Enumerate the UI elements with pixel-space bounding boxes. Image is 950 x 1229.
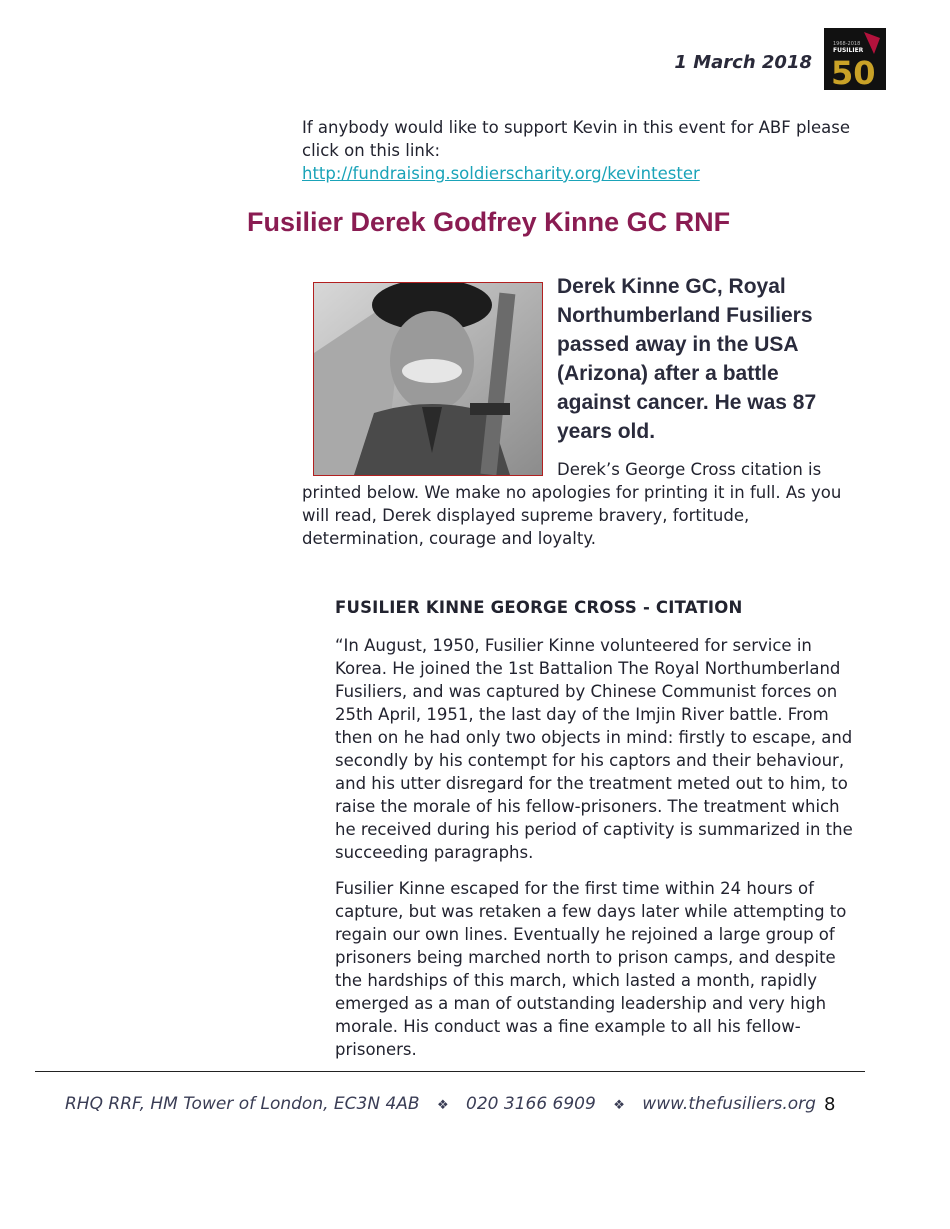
citation-heading: FUSILIER KINNE GEORGE CROSS - CITATION xyxy=(335,598,743,617)
citation-paragraph-1 xyxy=(335,634,863,864)
footer-website[interactable]: www.thefusiliers.org xyxy=(642,1094,816,1114)
logo-years: 1968-2018 xyxy=(833,41,861,47)
citation-line: capture, but was retaken a few days later while attempting to xyxy=(335,902,847,921)
lead-line: years old. xyxy=(557,420,656,443)
footer-phone: 020 3166 6909 xyxy=(466,1094,596,1114)
red-pennant-icon xyxy=(864,32,880,54)
lead-line: Northumberland Fusiliers xyxy=(557,304,813,327)
citation-line: raise the morale of his fellow-prisoners. The treatment which xyxy=(335,797,840,816)
lead-paragraph xyxy=(557,272,867,446)
citation-line: “In August, 1950, Fusilier Kinne volunteered for service in xyxy=(335,636,812,655)
citation-line: emerged as a man of outstanding leadership and very high xyxy=(335,994,827,1013)
footer-contact xyxy=(65,1094,816,1114)
lead-line: (Arizona) after a battle xyxy=(557,362,779,385)
citation-line: prisoners being marched north to prison camps, and despite xyxy=(335,948,836,967)
footer-divider xyxy=(35,1071,865,1072)
logo-number: 50 xyxy=(831,54,876,90)
lead-line: Derek Kinne GC, Royal xyxy=(557,275,786,298)
citation-line: Korea. He joined the 1st Battalion The Royal Northumberland xyxy=(335,659,841,678)
body-line: will read, Derek displayed supreme bravery, fortitude, xyxy=(302,506,750,525)
citation-line: the hardships of this march, which lasted a month, rapidly xyxy=(335,971,818,990)
citation-line: and his utter disregard for the treatment meted out to him, to xyxy=(335,774,848,793)
logo-word: FUSILIER xyxy=(833,47,864,54)
citation-line: secondly by his contempt for his captors and their behaviour, xyxy=(335,751,845,770)
intro-paragraph xyxy=(302,116,862,185)
article-title: Fusilier Derek Godfrey Kinne GC RNF xyxy=(247,207,731,237)
portrait-photo xyxy=(313,282,543,476)
page-number: 8 xyxy=(824,1094,836,1115)
issue-date: 1 March 2018 xyxy=(674,52,812,73)
body-line: printed below. We make no apologies for printing it in full. As you xyxy=(302,483,842,502)
citation-line: succeeding paragraphs. xyxy=(335,843,534,862)
citation-line: 25th April, 1951, the last day of the Imjin River battle. From xyxy=(335,705,829,724)
fusilier-50-logo xyxy=(824,28,886,90)
citation-line: he received during his period of captivity is summarized in the xyxy=(335,820,853,839)
separator-icon: ❖ xyxy=(613,1098,625,1113)
citation-line: morale. His conduct was a fine example to all his fellow- xyxy=(335,1017,801,1036)
lead-line: passed away in the USA xyxy=(557,333,799,356)
citation-line: regain our own lines. Eventually he rejoined a large group of xyxy=(335,925,835,944)
body-line: determination, courage and loyalty. xyxy=(302,529,597,548)
body-line: Derek’s George Cross citation is xyxy=(557,460,822,479)
separator-icon: ❖ xyxy=(436,1098,449,1113)
citation-line: then on he had only two objects in mind: firstly to escape, and xyxy=(335,728,853,747)
citation-line: Fusiliers, and was captured by Chinese Communist forces on xyxy=(335,682,838,701)
footer-address: RHQ RRF, HM Tower of London, EC3N 4AB xyxy=(65,1094,420,1114)
fundraising-link[interactable]: http://fundraising.soldierscharity.org/kevintester xyxy=(302,164,700,183)
lead-line: against cancer. He was 87 xyxy=(557,391,817,414)
citation-line: Fusilier Kinne escaped for the first time within 24 hours of xyxy=(335,879,814,898)
citation-paragraph-2 xyxy=(335,877,863,1061)
citation-line: prisoners. xyxy=(335,1040,417,1059)
intro-text: If anybody would like to support Kevin in this event for ABF please click on this link: xyxy=(302,118,851,160)
